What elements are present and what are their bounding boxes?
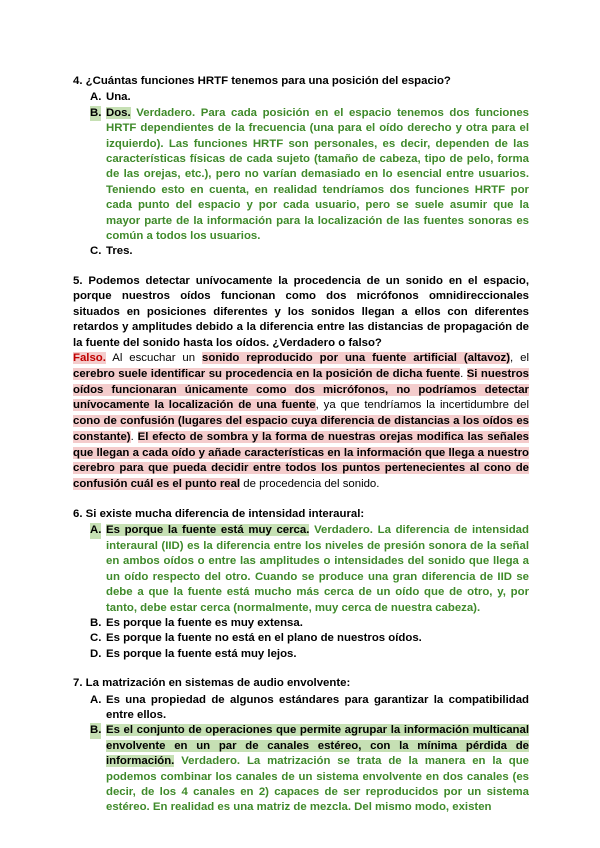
option-letter: B. [90,616,102,629]
question-7-options [73,693,529,816]
option-4c [73,244,529,259]
option-feedback: Verdadero. La diferencia de intensidad interaural (IID) es la diferencia entre los niveles de presión sonora de la señal en ambos oídos o entre las amplitudes o intensidades del sonido que llega a un oído respecto del otro. Cuando se produce una gran diferencia de IID se debe a que la fuente está mucho más cerca de un oído que de otro, y, por tanto, debe estar cerca (normalmente, muy cerca de nuestra cabeza). [106,524,529,614]
option-4a [73,90,529,105]
question-5 [73,274,529,493]
option-feedback: Verdadero. Para cada posición en el espacio tenemos dos funciones HRTF dependientes de la frecuencia (una para el oído derecho y otra para el izquierdo). Las funciones HRTF son personales, es decir, dependen de las características físicas de cada sujeto (tamaño de cabeza, tipo de pelo, forma de las orejas, etc.), pero no varían demasiado en lo esencial entre usuarios. Teniendo esto en cuenta, en realidad tendríamos dos funciones HRTF por cada punto del espacio y por cada usuario, pero se suele asumir que la mayor parte de la información para la localización de las fuentes sonoras es común a todos los usuarios. [106,106,530,243]
option-text: Es porque la fuente es muy extensa. [106,616,303,629]
answer-verdict: Falso. [73,351,106,364]
answer-text: . [460,367,467,380]
answer-highlight: sonido reproducido por una fuente artificial (altavoz) [202,351,511,364]
answer-text: , el [510,351,529,364]
option-letter: C. [90,245,102,258]
question-7 [73,676,529,816]
option-6c [73,631,529,646]
option-letter: A. [90,693,102,706]
option-letter: A. [90,91,102,104]
option-7b [73,723,529,815]
answer-highlight: cerebro suele identificar su procedencia en la posición de dicha fuente [73,367,461,380]
question-6-options [73,523,529,662]
option-letter: B. [90,106,101,121]
option-text: Es una propiedad de algunos estándares para garantizar la compatibilidad entre ellos. [106,693,529,721]
option-letter: B. [90,723,101,738]
question-5-text: 5. Podemos detectar unívocamente la procedencia de un sonido en el espacio, porque nuestros oídos funcionan como dos micrófonos omnidireccionales situados en posiciones diferentes y los sonidos llegan a ellos con diferentes retardos y amplitudes debido a la diferencia entre las distancias de propagación de la fuente del sonido hasta los oídos. ¿Verdadero o falso? [73,274,529,349]
correct-option-text: Es porque la fuente está muy cerca. [106,524,310,537]
option-4b [73,106,529,245]
answer-highlight: Si nuestros oídos funcionaran únicamente como dos micrófonos, no podríamos detectar unívocamente la localización de una fuente [73,367,530,412]
option-7a [73,693,529,724]
option-letter: D. [90,647,102,660]
question-7-text: 7. La matrización en sistemas de audio envolvente: [73,677,351,690]
question-4-text: 4. ¿Cuántas funciones HRTF tenemos para una posición del espacio? [73,75,451,87]
correct-option-text: Dos. [106,106,131,119]
option-text: Es porque la fuente está muy lejos. [106,647,297,660]
question-6-text: 6. Si existe mucha diferencia de intensidad interaural: [73,508,365,521]
option-6b [73,616,529,631]
answer-highlight: El efecto de sombra y la forma de nuestras orejas modifica las señales que llegan a cada oído y añade características en la información que llega a nuestro cerebro para que pueda decidir entre todos los puntos pertenecientes al cono de confusión cuál es el punto real [73,430,529,491]
question-4-options [73,90,529,259]
option-feedback: Verdadero. La matrización se trata de la manera en la que podemos combinar los canales de un sistema envolvente en dos canales (es decir, de los 4 canales en 2) capaces de ser reproducidos por un sistema estéreo. En realidad es una matriz de mezcla. Del mismo modo, existen [106,755,529,814]
option-text: Tres. [106,245,133,258]
answer-text: , ya que tendríamos la incertidumbre del [315,399,529,412]
question-5-answer [73,351,529,493]
correct-option-text: Es el conjunto de operaciones que permite agrupar la información multicanal envolvente en un par de canales estéreo, con la mínima pérdida de información. [106,724,529,768]
option-letter: A. [90,523,101,538]
option-text: Es porque la fuente no está en el plano de nuestros oídos. [106,632,422,645]
answer-text: . [130,430,138,443]
option-letter: C. [90,632,102,645]
document-page [73,74,529,830]
option-text: Una. [106,91,131,104]
answer-highlight: cono de confusión (lugares del espacio cuya diferencia de distancias a los oídos es constante) [73,415,529,443]
answer-text: Al escuchar un [105,351,203,364]
answer-text: de procedencia del sonido. [240,478,380,491]
question-6 [73,507,529,662]
question-4 [73,74,529,260]
option-6a [73,523,529,615]
option-6d [73,647,529,662]
